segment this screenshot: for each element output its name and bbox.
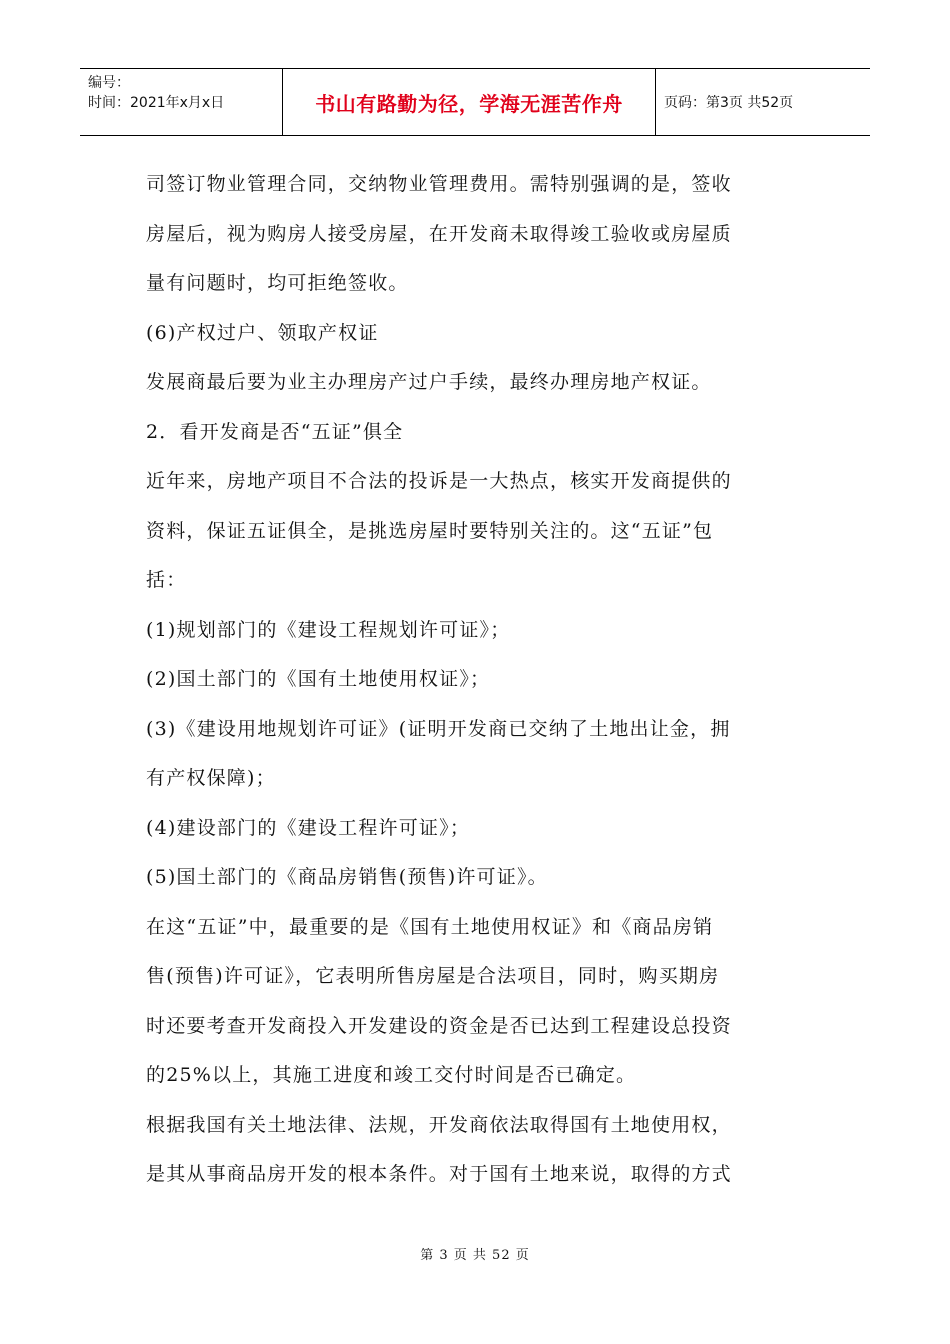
- body-line: 时还要考查开发商投入开发建设的资金是否已达到工程建设总投资: [146, 1014, 732, 1037]
- body-line: 根据我国有关土地法律、法规，开发商依法取得国有土地使用权，: [146, 1113, 732, 1136]
- document-body: [146, 160, 808, 1200]
- body-line: 售(预售)许可证》，它表明所售房屋是合法项目，同时，购买期房: [146, 965, 720, 987]
- page-header: [80, 68, 870, 136]
- body-line: 发展商最后要为业主办理房产过户手续，最终办理房地产权证。: [146, 371, 712, 393]
- body-line: 是其从事商品房开发的根本条件。对于国有土地来说，取得的方式: [146, 1163, 732, 1185]
- body-line: (2)国土部门的《国有土地使用权证》；: [146, 668, 491, 690]
- body-line: (6)产权过户、领取产权证: [146, 321, 379, 344]
- body-line: 量有问题时，均可拒绝签收。: [146, 272, 409, 294]
- header-motto: 书山有路勤为径，学海无涯苦作舟: [283, 69, 656, 135]
- document-number-label: 编号：: [88, 75, 130, 91]
- body-line: 近年来，房地产项目不合法的投诉是一大热点，核实开发商提供的: [146, 470, 732, 492]
- body-line: (5)国土部门的《商品房销售(预售)许可证》。: [146, 866, 548, 888]
- body-line: (1)规划部门的《建设工程规划许可证》；: [146, 618, 511, 641]
- body-line: 括：: [146, 569, 187, 591]
- page-footer: 第 3 页 共 52 页: [420, 1248, 530, 1263]
- body-line: 房屋后，视为购房人接受房屋，在开发商未取得竣工验收或房屋质: [146, 222, 732, 245]
- body-line: 资料，保证五证俱全，是挑选房屋时要特别关注的。这“五证”包: [146, 519, 714, 542]
- body-line: 的25%以上，其施工进度和竣工交付时间是否已确定。: [146, 1064, 637, 1086]
- header-page-info: 页码：第3页 共52页: [664, 95, 794, 111]
- body-line: (3)《建设用地规划许可证》(证明开发商已交纳了土地出让金，拥: [146, 717, 731, 740]
- body-line: 有产权保障)；: [146, 767, 276, 789]
- body-line: 在这“五证”中，最重要的是《国有土地使用权证》和《商品房销: [146, 915, 714, 938]
- body-line: (4)建设部门的《建设工程许可证》；: [146, 816, 471, 839]
- body-line: 2．看开发商是否“五证”俱全: [146, 420, 404, 443]
- document-date: 时间：2021年x月x日: [88, 95, 225, 111]
- body-line: 司签订物业管理合同，交纳物业管理费用。需特别强调的是，签收: [146, 173, 732, 195]
- header-meta: [80, 69, 283, 135]
